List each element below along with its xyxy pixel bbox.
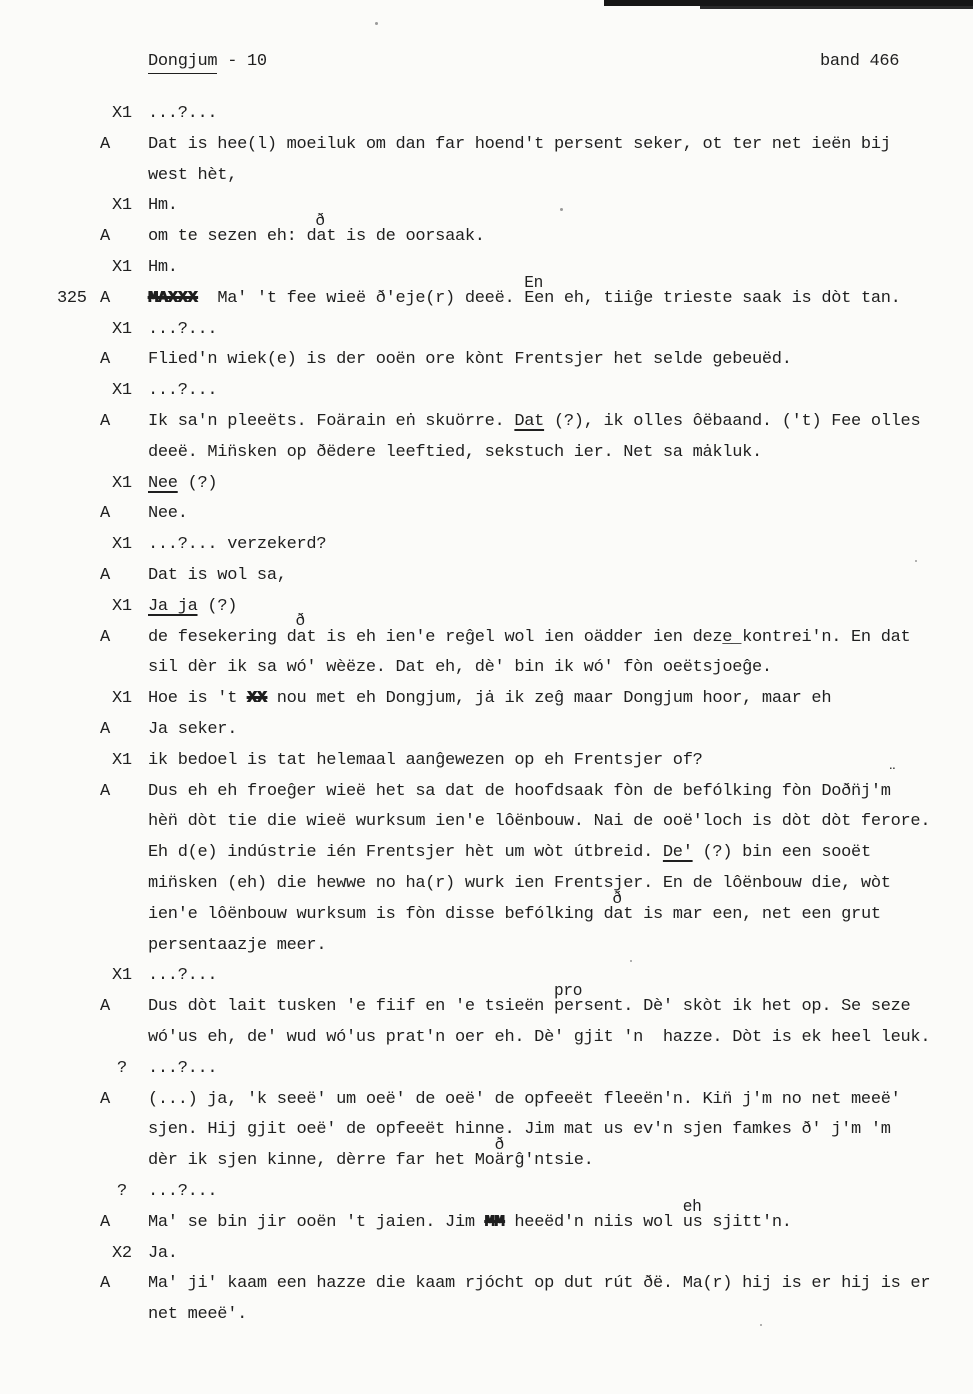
text-run: is mar een, net een grut: [633, 904, 881, 924]
text-run: Ik sa'n pleeëts. Foärain eṅ skuörre.: [148, 412, 515, 431]
typed-correction-above: En: [524, 273, 544, 292]
text-run: Doðn̈j'm ¨: [821, 766, 897, 801]
speaker-label: A: [100, 1274, 110, 1294]
transcript-line: [0, 889, 973, 926]
speaker-label: X1: [112, 689, 132, 709]
text-run: wó'us eh, de' wud wó'us prat'n oer eh. Dè' gjit 'n hazze. Dòt is ek heel leuk.: [148, 1028, 931, 1047]
text-run: ärĝ'ntsie. ð: [494, 1135, 594, 1171]
line-text: [148, 873, 891, 895]
text-run: is eh ien'e reĝel wol ien oädder ien deze kontrei'n. En dat: [316, 627, 911, 647]
transcript-line: [0, 1027, 973, 1049]
text-run: ik bedoel is tat helemaal aanĝewezen op eh Frentsjer of?: [148, 750, 703, 770]
text-run: ...?...: [148, 966, 218, 986]
speaker-label: A: [100, 134, 110, 154]
line-text: [148, 1089, 901, 1111]
line-text: [148, 534, 326, 556]
transcript-line: [0, 473, 973, 495]
typed-correction-above: ð: [315, 211, 325, 230]
underlined-text: De': [662, 843, 693, 863]
text-run: ...?... verzekerd?: [148, 535, 327, 555]
page-title-place: Dongjum: [148, 52, 217, 74]
line-text: [148, 1027, 930, 1049]
transcript-line: [0, 965, 973, 987]
speaker-label: X1: [112, 596, 132, 616]
transcript-line: [0, 842, 973, 864]
speaker-label: A: [100, 720, 110, 739]
transcript-line: [0, 319, 973, 341]
speaker-label: X1: [112, 966, 132, 986]
transcript-line: [0, 165, 973, 187]
text-run: (?), ik olles ôëbaand. ('t) Fee olles: [544, 412, 921, 431]
line-text: [148, 842, 871, 864]
struck-text: MAXXX: [148, 288, 198, 308]
scan-speck: [560, 208, 563, 211]
text-run: oe ‾‾: [722, 643, 743, 678]
speaker-label: ?: [117, 1182, 127, 1201]
typed-correction-above: ð: [295, 612, 305, 631]
transcript-line: [0, 411, 973, 433]
text-run: Dat is wol sa,: [148, 566, 287, 585]
transcript-line: [0, 1058, 973, 1080]
line-text: [148, 766, 897, 803]
transcript-line: [0, 1089, 973, 1111]
text-run: dat ð: [603, 889, 634, 924]
line-text: [148, 612, 911, 649]
text-run: Ma' se bin jir ooën 't jaien. Jim: [148, 1212, 485, 1232]
line-text: [148, 165, 237, 187]
line-text: [148, 380, 217, 402]
text-run: Ja.: [148, 1243, 178, 1263]
transcript-line: [0, 688, 973, 710]
text-run: heeëd'n niis wol: [504, 1212, 683, 1232]
text-run: hèn̈ dòt tie die wieë wurksum ien'e lôënbouw. Nai de ooë'loch is dòt dòt ferore.: [148, 812, 931, 832]
line-text: [148, 195, 178, 217]
speaker-label: X1: [112, 381, 132, 401]
speaker-label: A: [100, 227, 110, 247]
text-run: us eh: [682, 1197, 703, 1232]
transcript-line: [0, 1181, 973, 1203]
speaker-label: A: [100, 997, 110, 1017]
line-text: [148, 257, 178, 279]
text-run: Nee.: [148, 504, 188, 524]
transcript-line: [0, 349, 973, 371]
text-run: Eh d(e) indústrie ién Frentsjer hèt um wòt útbreid.: [148, 843, 663, 863]
transcript-line: [0, 873, 973, 895]
line-text: [148, 134, 891, 156]
text-run: . Dè' skòt ik het op. Se seze: [623, 997, 911, 1017]
speaker-label: A: [100, 1089, 110, 1109]
speaker-label: X1: [112, 258, 132, 277]
text-run: de fesekering: [148, 627, 287, 647]
speaker-label: A: [100, 781, 110, 801]
line-text: [148, 643, 772, 679]
line-text: [148, 981, 911, 1018]
text-run: ...?...: [148, 1182, 218, 1201]
speaker-label: A: [100, 504, 110, 524]
line-text: [148, 103, 217, 125]
underlined-text: Nee: [148, 473, 178, 493]
transcript-line: [0, 719, 973, 741]
line-text: [148, 319, 217, 341]
text-run: ...?...: [148, 1058, 218, 1078]
text-run: sil dèr ik sa wó' wèëze. Dat eh, dè' bin ik wó' fòn oeëtsj: [148, 658, 723, 678]
line-text: [148, 349, 792, 371]
transcript-line: [0, 811, 973, 833]
text-run: Hoe is 't: [148, 689, 248, 709]
line-text: [148, 1135, 594, 1172]
speaker-label: X1: [112, 196, 132, 216]
text-run: ien'e lôënbouw wurksum is fòn disse befólking: [148, 904, 604, 924]
line-text: [148, 889, 881, 926]
line-text: [148, 273, 901, 310]
transcript-line: [0, 1135, 973, 1172]
line-text: [148, 1181, 217, 1203]
transcript-line: [0, 195, 973, 217]
scan-speck: [915, 560, 917, 562]
line-text: [148, 1273, 930, 1295]
text-run: ĝe.: [742, 658, 772, 678]
speaker-label: A: [100, 627, 110, 647]
text-run: deeë. Min̈sken op ðëdere leeftied, sekstuch ier. Net sa mȧkluk.: [148, 442, 762, 462]
speaker-label: A: [100, 288, 110, 308]
speaker-label: A: [100, 350, 110, 370]
transcript-line: [0, 380, 973, 402]
line-text: [148, 442, 762, 464]
text-run: (?) bin een sooët: [692, 843, 871, 863]
transcript-line: [0, 503, 973, 525]
page-title-number: - 10: [217, 52, 267, 71]
typed-correction-above: ð: [494, 1135, 504, 1154]
transcript-line: [0, 134, 973, 156]
transcript-line: [0, 1119, 973, 1141]
line-number: 325: [57, 288, 87, 308]
transcript-line: [0, 612, 973, 649]
transcript-line: [0, 211, 973, 248]
typed-correction-above: ¨: [887, 766, 897, 785]
text-run: sjen. Hij gjit oeë' de opfeeët hinne. Jim mat us ev'n sjen famkes ð' j'm 'm: [148, 1120, 891, 1140]
text-run: net meeë'.: [148, 1305, 248, 1325]
transcript-line: [0, 1304, 973, 1326]
text-run: dèr ik sjen kinne, dèrre far het Mo: [148, 1151, 495, 1171]
line-text: [148, 411, 920, 433]
struck-text: MM: [484, 1212, 505, 1232]
struck-text: XX: [247, 689, 267, 709]
transcript-line: [0, 1243, 973, 1265]
text-run: Ma' 't fee wieë ð'eje(r) deeë.: [197, 288, 525, 308]
transcript-line: [0, 273, 973, 310]
text-run: (?): [177, 473, 218, 493]
text-run: Dus eh eh froeĝer wieë het sa dat de hoofdsaak fòn de befólking fòn: [148, 781, 822, 801]
speaker-label: X1: [112, 319, 132, 339]
typed-correction-above: eh: [682, 1197, 702, 1216]
line-text: [148, 211, 485, 248]
text-run: Hm.: [148, 196, 178, 216]
transcript-line: [0, 103, 973, 125]
text-run: dat ð: [286, 612, 317, 647]
transcript-line: [0, 935, 973, 957]
line-text: [148, 565, 287, 587]
scan-speck: [375, 22, 378, 25]
line-text: [148, 719, 237, 741]
speaker-label: ?: [117, 1058, 127, 1078]
scan-speck: [760, 1324, 762, 1326]
typed-correction-above: pro: [553, 981, 583, 1000]
text-run: ...?...: [148, 104, 218, 123]
line-text: [148, 935, 326, 957]
line-text: [148, 473, 217, 495]
text-run: persentaazje meer.: [148, 935, 327, 955]
line-text: [148, 503, 188, 525]
line-text: [148, 1197, 792, 1234]
line-text: [148, 688, 831, 710]
transcript-line: [0, 596, 973, 618]
text-run: (?): [197, 596, 238, 616]
text-run: Dus dòt lait tusken 'e fiif en 'e tsieën: [148, 997, 554, 1017]
underlined-text: Ja ja: [148, 596, 198, 616]
typed-correction-above: ð: [612, 889, 622, 908]
text-run: persent pro: [553, 981, 624, 1017]
text-run: Dat is hee(l) moeiluk om dan far hoend't persent seker, ot ter net ieën bij: [148, 134, 891, 154]
transcript-line: [0, 565, 973, 587]
transcript-line: [0, 1273, 973, 1295]
transcript-line: [0, 534, 973, 556]
line-text: [148, 811, 930, 833]
line-text: [148, 750, 703, 772]
underlined-text: Dat: [514, 412, 545, 431]
text-run: dat ð: [306, 211, 337, 247]
text-run: Hm.: [148, 258, 178, 277]
transcript-line: [0, 766, 973, 803]
band-label: band 466: [820, 52, 900, 71]
speaker-label: X1: [112, 750, 132, 770]
speaker-label: A: [100, 1212, 110, 1232]
transcript-line: [0, 1197, 973, 1234]
transcript-line: [0, 257, 973, 279]
text-run: Ja seker.: [148, 720, 238, 739]
line-text: [148, 1243, 178, 1265]
speaker-label: X1: [112, 473, 132, 493]
text-run: eh, tiiĝe trieste saak is dòt tan.: [554, 288, 901, 308]
speaker-label: A: [100, 566, 110, 585]
text-run: min̈sken (eh) die hewwe no ha(r) wurk ien Frentsjer. En de lôënbouw die, wòt: [148, 874, 891, 893]
text-run: ...?...: [148, 381, 218, 401]
speaker-label: A: [100, 412, 110, 431]
line-text: [148, 965, 217, 987]
line-text: [148, 596, 237, 618]
text-run: om te sezen eh:: [148, 227, 307, 247]
speaker-label: X2: [112, 1243, 132, 1263]
text-run: Een En: [524, 273, 554, 308]
line-text: [148, 1304, 247, 1326]
text-run: nou met eh Dongjum, jȧ ik zeĝ maar Dongjum hoor, maar eh: [266, 689, 832, 709]
text-run: sjitt'n.: [702, 1212, 792, 1232]
speaker-label: X1: [112, 535, 132, 555]
text-run: west hèt,: [148, 165, 238, 185]
line-text: [148, 1058, 217, 1080]
transcript-line: [0, 981, 973, 1018]
transcript-line: [0, 442, 973, 464]
speaker-label: X1: [112, 104, 132, 123]
line-text: [148, 1119, 891, 1141]
scan-speck: [630, 960, 632, 962]
transcript-line: [0, 643, 973, 679]
text-run: is de oorsaak.: [336, 227, 485, 247]
text-run: (...) ja, 'k seeë' um oeë' de oeë' de opfeeët fleeën'n. Kin̈ j'm no net meeë': [148, 1089, 901, 1109]
text-run: Flied'n wiek(e) is der ooën ore kònt Frentsjer het selde gebeuëd.: [148, 350, 792, 370]
typed-correction-above: ‾‾: [722, 643, 742, 662]
text-run: ...?...: [148, 319, 218, 339]
transcript-line: [0, 750, 973, 772]
text-run: Ma' ji' kaam een hazze die kaam rjócht op dut rút ðë. Ma(r) hij is er hij is er: [148, 1274, 931, 1294]
